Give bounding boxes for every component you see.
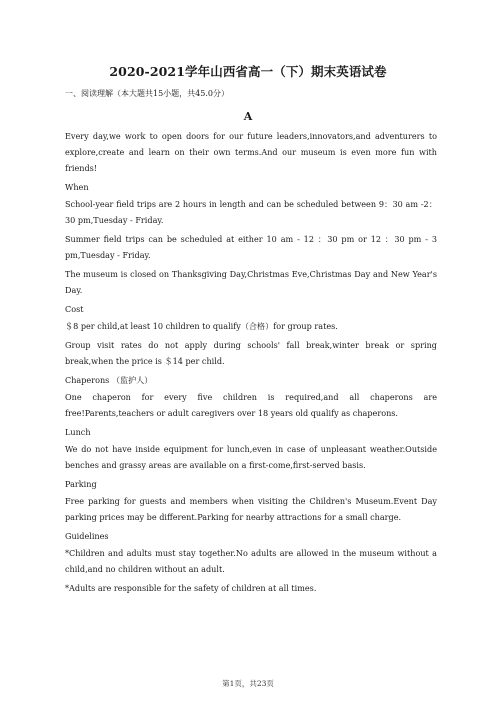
heading-parking: Parking bbox=[65, 479, 97, 489]
heading-when: When bbox=[65, 182, 89, 192]
paragraph-parking: Free parking for guests and members when visiting the Children's Museum.Event Day parking prices may be different.Parking for nearby attractions for a small charge. bbox=[65, 496, 437, 522]
section-heading: 一、阅读理解（本大题共15小题，共45.0分） bbox=[65, 89, 229, 98]
paragraph-lunch: We do not have inside equipment for lunch,even in case of unpleasant weather.Outside benches and grassy areas are available on a first-come,first-served basis. bbox=[65, 444, 437, 470]
paragraph-chaperons: One chaperon for every five children is required,and all chaperons are free!Parents,teachers or adult caregivers over 18 years old qualify as chaperons. bbox=[65, 392, 437, 418]
paragraph-cost-rate: ＄8 per child,at least 10 children to qualify（合格）for group rates. bbox=[65, 321, 338, 331]
paragraph-guideline-2: *Adults are responsible for the safety of children at all times. bbox=[65, 583, 317, 593]
heading-guidelines: Guidelines bbox=[65, 531, 109, 541]
paragraph-school-trips: School-year field trips are 2 hours in length and can be scheduled between 9：30 am -2：30 pm,Tuesday - Friday. bbox=[65, 199, 437, 225]
heading-cost: Cost bbox=[65, 304, 84, 314]
paragraph-closed-days: The museum is closed on Thanksgiving Day,Christmas Eve,Christmas Day and New Year's Day. bbox=[65, 269, 437, 295]
page-footer: 第1页，共23页 bbox=[222, 679, 274, 688]
paragraph-summer-trips: Summer field trips can be scheduled at either 10 am - 12 ：30 pm or 12 ：30 pm - 3 pm,Tuesday - Friday. bbox=[65, 234, 437, 260]
exam-title: 2020-2021学年山西省高一（下）期末英语试卷 bbox=[109, 64, 387, 79]
paragraph-group-rates: Group visit rates do not apply during schools' fall break,winter break or spring break,when the price is ＄14 per child. bbox=[65, 340, 437, 366]
heading-lunch: Lunch bbox=[65, 427, 91, 437]
heading-chaperons: Chaperons （监护人） bbox=[65, 375, 153, 385]
passage-body bbox=[65, 128, 437, 599]
paragraph-guideline-1: *Children and adults must stay together.No adults are allowed in the museum without a child,and no children without an adult. bbox=[65, 548, 437, 574]
passage-label: A bbox=[243, 110, 253, 123]
paragraph-intro: Every day,we work to open doors for our future leaders,innovators,and adventurers to explore,create and learn on their own terms.And our museum is even more fun with friends! bbox=[65, 131, 437, 173]
